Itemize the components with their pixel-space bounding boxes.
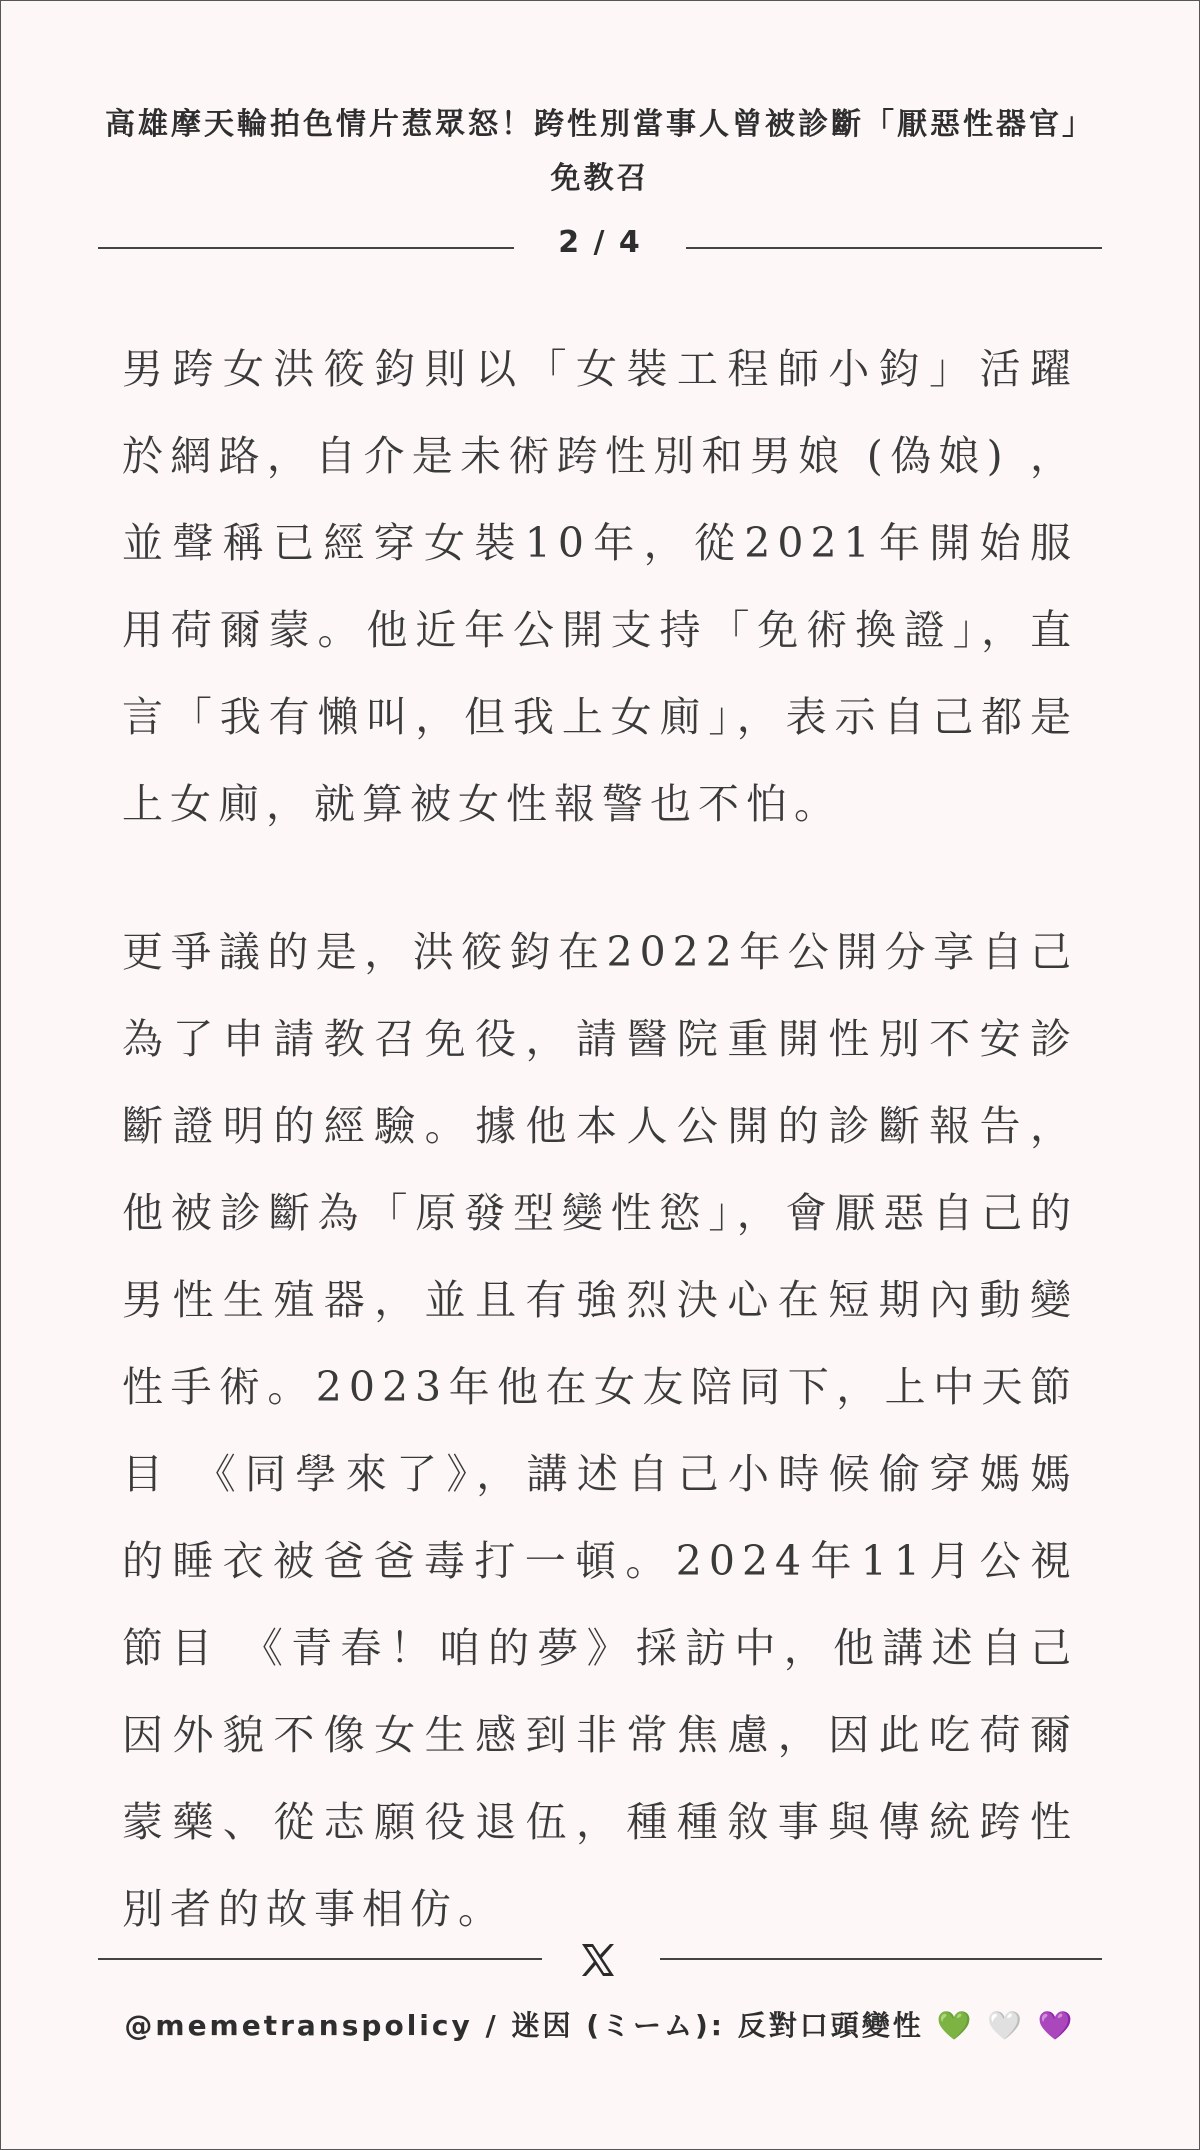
footer-handle: @memetranspolicy / 迷因 (ミーム): 反對口頭變性 💚 🤍 💜 [124,2009,1076,2042]
header-divider-right [686,247,1102,249]
footer-divider-left [98,1958,542,1960]
article-paragraph-2: 更爭議的是，洪筱鈞在2022年公開分享自己為了申請教召免役，請醫院重開性別不安診斷證明的經驗。據他本人公開的診斷報告，他被診斷為「原發型變性慾」，會厭惡自己的男性生殖器，並且有強烈決心在短期內動變性手術。2023年他在女友陪同下，上中天節目 《同學來了》，講述自己小時候偷穿媽媽的睡衣被爸爸毒打一頓。2024年11月公視節目 《青春！咱的夢》採訪中，他講述自己因外貌不像女生感到非常焦慮，因此吃荷爾蒙藥、從志願役退伍，種種敘事與傳統跨性別者的故事相仿。 [122,928,1078,1933]
page-indicator: 2 / 4 [558,225,642,260]
article-paragraph-1: 男跨女洪筱鈞則以「女裝工程師小鈞」活躍於網路，自介是未術跨性別和男娘 (偽娘) ，並聲稱已經穿女裝10年，從2021年開始服用荷爾蒙。他近年公開支持「免術換證」，直言「我有懶叫，但我上女廁」，表示自己都是上女廁，就算被女性報警也不怕。 [122,345,1078,828]
page-title: 高雄摩天輪拍色情片惹眾怒！跨性別當事人曾被診斷「厭惡性器官」免教召 [105,107,1095,196]
footer-divider-right [660,1958,1102,1960]
x-logo-icon [578,1940,618,1980]
header-divider-left [98,247,514,249]
